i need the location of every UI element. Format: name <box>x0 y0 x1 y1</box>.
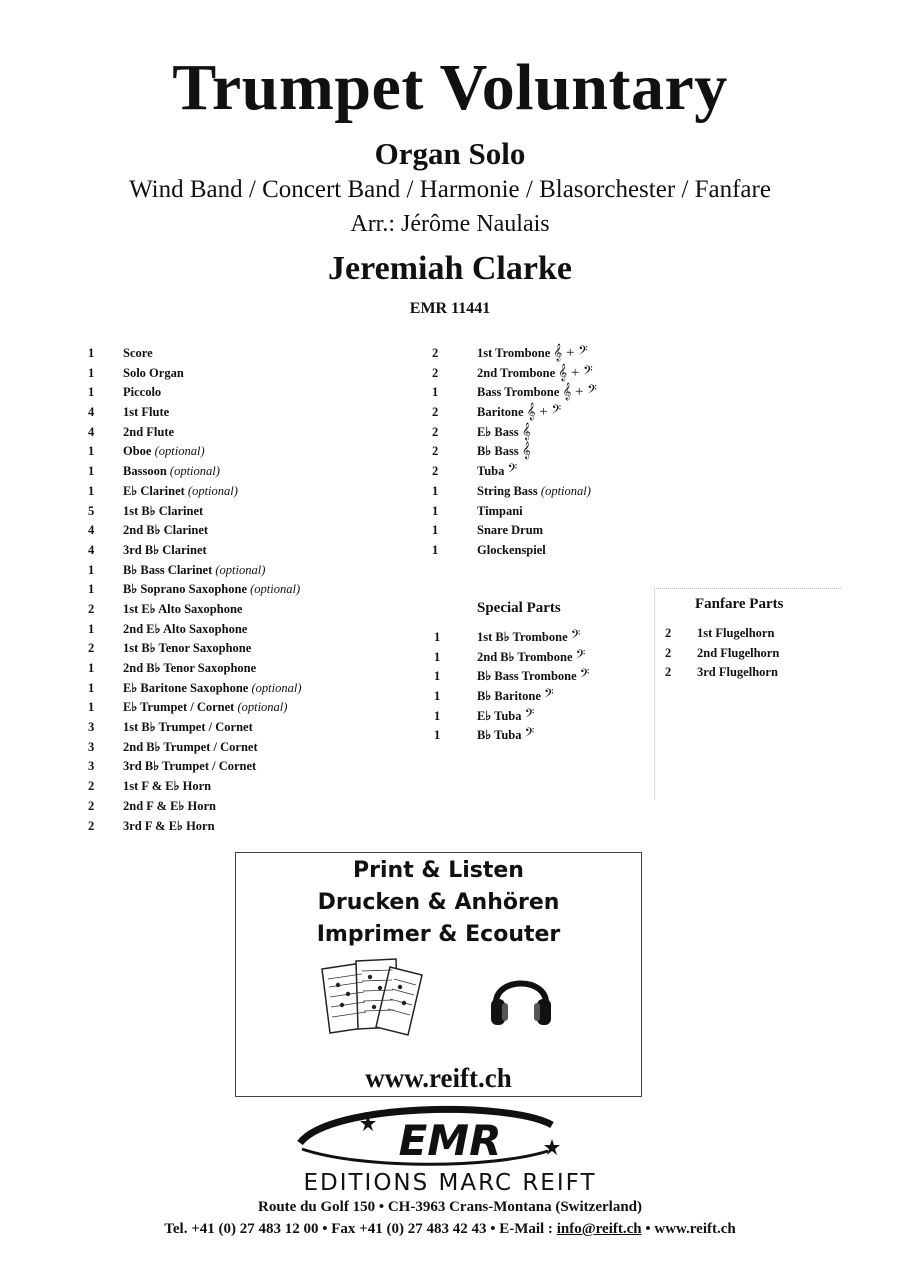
part-name-cell <box>697 644 779 664</box>
part-name-cell <box>123 344 153 364</box>
part-name-cell <box>477 442 531 462</box>
part-name: Tuba <box>477 464 505 479</box>
part-row <box>88 757 408 777</box>
part-name: Bassoon <box>123 464 167 479</box>
part-row <box>432 364 652 384</box>
part-name-cell <box>123 541 207 561</box>
part-name: Bass Trombone <box>477 385 560 400</box>
part-quantity: 1 <box>88 483 95 498</box>
part-row <box>88 423 408 443</box>
composer: Jeremiah Clarke <box>328 250 572 287</box>
part-quantity: 2 <box>88 798 95 813</box>
part-row <box>88 777 408 797</box>
part-quantity: 2 <box>432 365 439 380</box>
part-name: 2nd B♭ Trumpet / Cornet <box>123 739 258 754</box>
headphones-icon <box>486 963 556 1033</box>
part-quantity: 2 <box>432 405 439 420</box>
part-row <box>88 521 408 541</box>
optional-note: (optional) <box>251 680 302 695</box>
part-row <box>432 383 652 403</box>
part-name-cell <box>123 442 205 462</box>
part-quantity: 1 <box>88 621 95 636</box>
part-name-cell <box>123 600 242 620</box>
part-quantity: 3 <box>88 739 95 754</box>
part-name: E♭ Clarinet <box>123 483 185 498</box>
part-row <box>88 561 408 581</box>
part-row <box>434 667 654 687</box>
part-name-cell <box>477 383 597 403</box>
part-quantity: 1 <box>434 630 441 644</box>
part-quantity: 1 <box>88 562 95 577</box>
part-name: E♭ Trumpet / Cornet <box>123 700 235 715</box>
clef-icon: 𝄢 <box>544 688 554 705</box>
part-name-cell <box>697 663 778 683</box>
part-name-cell <box>477 344 588 364</box>
part-name: B♭ Tuba <box>477 728 522 743</box>
part-row <box>88 817 408 837</box>
part-name: String Bass <box>477 483 538 498</box>
part-name-cell <box>477 462 517 482</box>
emr-logo <box>290 1105 610 1171</box>
clef-icon: 𝄞 + 𝄢 <box>562 384 597 401</box>
part-quantity: 3 <box>88 759 95 774</box>
part-name: B♭ Bass Trombone <box>477 669 577 684</box>
clef-icon: 𝄢 <box>524 727 535 744</box>
promo-line-english: Print & Listen <box>353 858 524 883</box>
optional-note: (optional) <box>187 483 238 498</box>
part-name: B♭ Soprano Saxophone <box>123 582 247 597</box>
clef-icon: 𝄢 <box>524 707 535 724</box>
print-and-listen-box <box>235 852 642 1097</box>
part-name: B♭ Bass Clarinet <box>123 562 213 577</box>
special-parts-heading: Special Parts <box>477 600 561 616</box>
part-row <box>434 687 654 707</box>
part-row <box>88 383 408 403</box>
publisher-contact <box>0 1221 900 1238</box>
part-quantity: 2 <box>88 641 95 656</box>
part-name-cell <box>477 707 534 727</box>
part-name: Solo Organ <box>123 365 184 380</box>
part-row <box>88 541 408 561</box>
part-name-cell <box>123 679 302 699</box>
part-name-cell <box>123 580 300 600</box>
part-name: Baritone <box>477 405 524 420</box>
part-row <box>88 797 408 817</box>
part-name: 2nd B♭ Trombone <box>477 649 573 664</box>
part-name: Timpani <box>477 503 523 518</box>
part-row <box>432 482 652 502</box>
part-quantity: 1 <box>432 483 439 498</box>
part-name-cell <box>477 423 531 443</box>
part-row <box>665 624 835 644</box>
clef-icon: 𝄞 + 𝄢 <box>558 364 593 381</box>
part-row <box>88 698 408 718</box>
website-link[interactable]: www.reift.ch <box>365 1063 512 1093</box>
part-quantity: 1 <box>88 444 95 459</box>
part-name-cell <box>123 482 238 502</box>
part-quantity: 2 <box>665 626 672 640</box>
part-name: E♭ Baritone Saxophone <box>123 680 249 695</box>
part-name-cell <box>123 423 174 443</box>
part-name-cell <box>477 482 591 502</box>
part-row <box>88 364 408 384</box>
part-row <box>432 442 652 462</box>
clef-icon: 𝄞 + 𝄢 <box>526 404 562 421</box>
part-name: B♭ Bass <box>477 444 519 459</box>
part-name-cell <box>123 718 253 738</box>
part-quantity: 1 <box>88 582 95 597</box>
fanfare-parts-heading: Fanfare Parts <box>695 596 784 612</box>
sheet-music-icon <box>318 957 428 1037</box>
part-name: 1st F & E♭ Horn <box>123 779 212 794</box>
part-row <box>434 707 654 727</box>
part-name-cell <box>477 726 534 746</box>
part-name-cell <box>123 521 208 541</box>
part-name: 2nd E♭ Alto Saxophone <box>123 621 248 636</box>
part-quantity: 4 <box>88 424 95 439</box>
part-name: 2nd Flugelhorn <box>697 645 780 660</box>
part-name: 3rd F & E♭ Horn <box>123 818 215 833</box>
part-name-cell <box>477 628 580 648</box>
part-quantity: 2 <box>432 444 439 459</box>
part-row <box>88 344 408 364</box>
part-quantity: 1 <box>432 503 439 518</box>
part-name: 3rd B♭ Clarinet <box>123 542 207 557</box>
part-name-cell <box>123 383 161 403</box>
part-quantity: 1 <box>434 669 441 684</box>
part-row <box>88 502 408 522</box>
part-row <box>432 423 652 443</box>
part-quantity: 1 <box>88 346 95 360</box>
part-name: 1st B♭ Trombone <box>477 630 568 644</box>
part-name: 3rd B♭ Trumpet / Cornet <box>123 759 257 774</box>
part-name: 1st B♭ Clarinet <box>123 503 204 518</box>
parts-list-left <box>88 344 408 836</box>
part-row <box>88 659 408 679</box>
part-quantity: 1 <box>432 385 439 400</box>
catalog-number: EMR 11441 <box>409 300 491 317</box>
part-row <box>88 580 408 600</box>
part-name-cell <box>477 502 523 522</box>
part-row <box>88 403 408 423</box>
part-row <box>88 462 408 482</box>
part-name: 1st Trombone <box>477 346 551 360</box>
part-name-cell <box>477 667 589 687</box>
part-name-cell <box>123 639 251 659</box>
part-quantity: 2 <box>432 464 439 479</box>
fanfare-parts-frame <box>654 588 841 799</box>
part-name: 1st B♭ Tenor Saxophone <box>123 641 252 656</box>
clef-icon: 𝄞 + 𝄢 <box>553 345 588 361</box>
part-name: 1st Flugelhorn <box>697 626 775 640</box>
part-name: Score <box>123 346 153 360</box>
part-quantity: 2 <box>432 424 439 439</box>
part-quantity: 2 <box>665 645 672 660</box>
part-row <box>432 403 652 423</box>
part-name: B♭ Baritone <box>477 689 541 704</box>
part-quantity: 1 <box>88 464 95 479</box>
part-name: 1st Flute <box>123 405 170 420</box>
part-name-cell <box>477 687 554 707</box>
part-name: Glockenspiel <box>477 542 546 557</box>
part-name-cell <box>123 797 216 817</box>
part-name: 2nd Flute <box>123 424 175 439</box>
email-link[interactable]: info@reift.ch <box>556 1221 642 1237</box>
part-name-cell <box>477 364 593 384</box>
part-name-cell <box>123 817 215 837</box>
part-name: Oboe <box>123 444 152 459</box>
publisher-name: EDITIONS MARC REIFT <box>303 1170 597 1196</box>
clef-icon: 𝄞 <box>521 423 531 440</box>
part-quantity: 3 <box>88 720 95 735</box>
part-name: E♭ Bass <box>477 424 519 439</box>
part-quantity: 2 <box>88 601 95 616</box>
part-quantity: 2 <box>88 818 95 833</box>
promo-line-german: Drucken & Anhören <box>317 890 560 915</box>
clef-icon: 𝄢 <box>579 668 590 685</box>
optional-note: (optional) <box>215 562 266 577</box>
part-quantity: 1 <box>434 728 441 743</box>
part-quantity: 2 <box>88 779 95 794</box>
part-name: Piccolo <box>123 385 162 400</box>
part-quantity: 1 <box>434 689 441 704</box>
part-name-cell <box>697 624 774 644</box>
part-quantity: 1 <box>432 523 439 538</box>
part-quantity: 4 <box>88 405 95 420</box>
part-name: 1st B♭ Trumpet / Cornet <box>123 720 253 735</box>
part-row <box>88 482 408 502</box>
part-row <box>432 344 652 364</box>
part-row <box>88 718 408 738</box>
part-row <box>88 639 408 659</box>
part-quantity: 4 <box>88 542 95 557</box>
band-types: Wind Band / Concert Band / Harmonie / Blasorchester / Fanfare <box>129 176 771 203</box>
contact-phone-fax: Tel. +41 (0) 27 483 12 00 • Fax +41 (0) 27 483 42 43 • E-Mail : <box>164 1221 557 1237</box>
part-name-cell <box>477 648 585 668</box>
part-quantity: 5 <box>88 503 95 518</box>
part-name: 2nd B♭ Clarinet <box>123 523 209 538</box>
part-quantity: 2 <box>665 665 672 680</box>
part-name: 1st E♭ Alto Saxophone <box>123 601 243 616</box>
part-name-cell <box>123 462 220 482</box>
optional-note: (optional) <box>237 700 288 715</box>
part-row <box>88 442 408 462</box>
part-quantity: 1 <box>88 680 95 695</box>
contact-website: • www.reift.ch <box>641 1221 736 1237</box>
part-quantity: 1 <box>88 661 95 675</box>
optional-note: (optional) <box>540 483 591 498</box>
optional-note: (optional) <box>154 444 205 459</box>
arranger: Arr.: Jérôme Naulais <box>350 211 550 237</box>
part-quantity: 1 <box>432 542 439 557</box>
part-name-cell <box>123 561 265 581</box>
title: Trumpet Voluntary <box>172 51 728 124</box>
part-name-cell <box>123 502 203 522</box>
part-row <box>434 648 654 668</box>
part-name-cell <box>477 541 546 561</box>
part-quantity: 1 <box>88 365 95 380</box>
part-name: 2nd F & E♭ Horn <box>123 798 216 813</box>
part-quantity: 1 <box>88 385 95 400</box>
part-row <box>88 620 408 640</box>
part-row <box>88 679 408 699</box>
part-name-cell <box>123 403 169 423</box>
clef-icon: 𝄢 <box>575 648 586 665</box>
part-quantity: 4 <box>88 523 95 538</box>
parts-list-middle <box>432 344 652 561</box>
part-name: Snare Drum <box>477 523 544 538</box>
part-row <box>432 502 652 522</box>
optional-note: (optional) <box>169 464 220 479</box>
clef-icon: 𝄢 <box>570 629 581 645</box>
part-row <box>665 663 835 683</box>
part-name-cell <box>123 757 256 777</box>
part-name-cell <box>477 521 543 541</box>
part-name: 3rd Flugelhorn <box>697 665 778 680</box>
part-row <box>432 521 652 541</box>
subtitle: Organ Solo <box>374 136 526 171</box>
part-row <box>665 644 835 664</box>
part-name-cell <box>123 738 258 758</box>
clef-icon: 𝄢 <box>507 463 518 480</box>
part-name: 2nd B♭ Tenor Saxophone <box>123 661 257 675</box>
clef-icon: 𝄞 <box>521 443 531 460</box>
publisher-address: Route du Golf 150 • CH-3963 Crans-Montana (Switzerland) <box>258 1199 642 1215</box>
part-name-cell <box>477 403 561 423</box>
part-name-cell <box>123 659 256 679</box>
part-name-cell <box>123 777 211 797</box>
part-quantity: 1 <box>434 649 441 664</box>
part-row <box>432 462 652 482</box>
fanfare-parts-list <box>665 624 835 683</box>
part-row <box>434 628 654 648</box>
part-row <box>434 726 654 746</box>
part-name: E♭ Tuba <box>477 708 522 723</box>
part-name-cell <box>123 698 287 718</box>
part-name: 2nd Trombone <box>477 365 556 380</box>
part-quantity: 1 <box>434 708 441 723</box>
part-quantity: 1 <box>88 700 95 715</box>
optional-note: (optional) <box>250 582 301 597</box>
part-row <box>88 600 408 620</box>
promo-line-french: Imprimer & Ecouter <box>316 922 561 947</box>
part-row <box>88 738 408 758</box>
part-row <box>432 541 652 561</box>
logo-text: EMR <box>398 1116 502 1165</box>
part-quantity: 2 <box>432 346 439 360</box>
special-parts-list <box>434 628 654 746</box>
part-name-cell <box>123 364 184 384</box>
part-name-cell <box>123 620 247 640</box>
